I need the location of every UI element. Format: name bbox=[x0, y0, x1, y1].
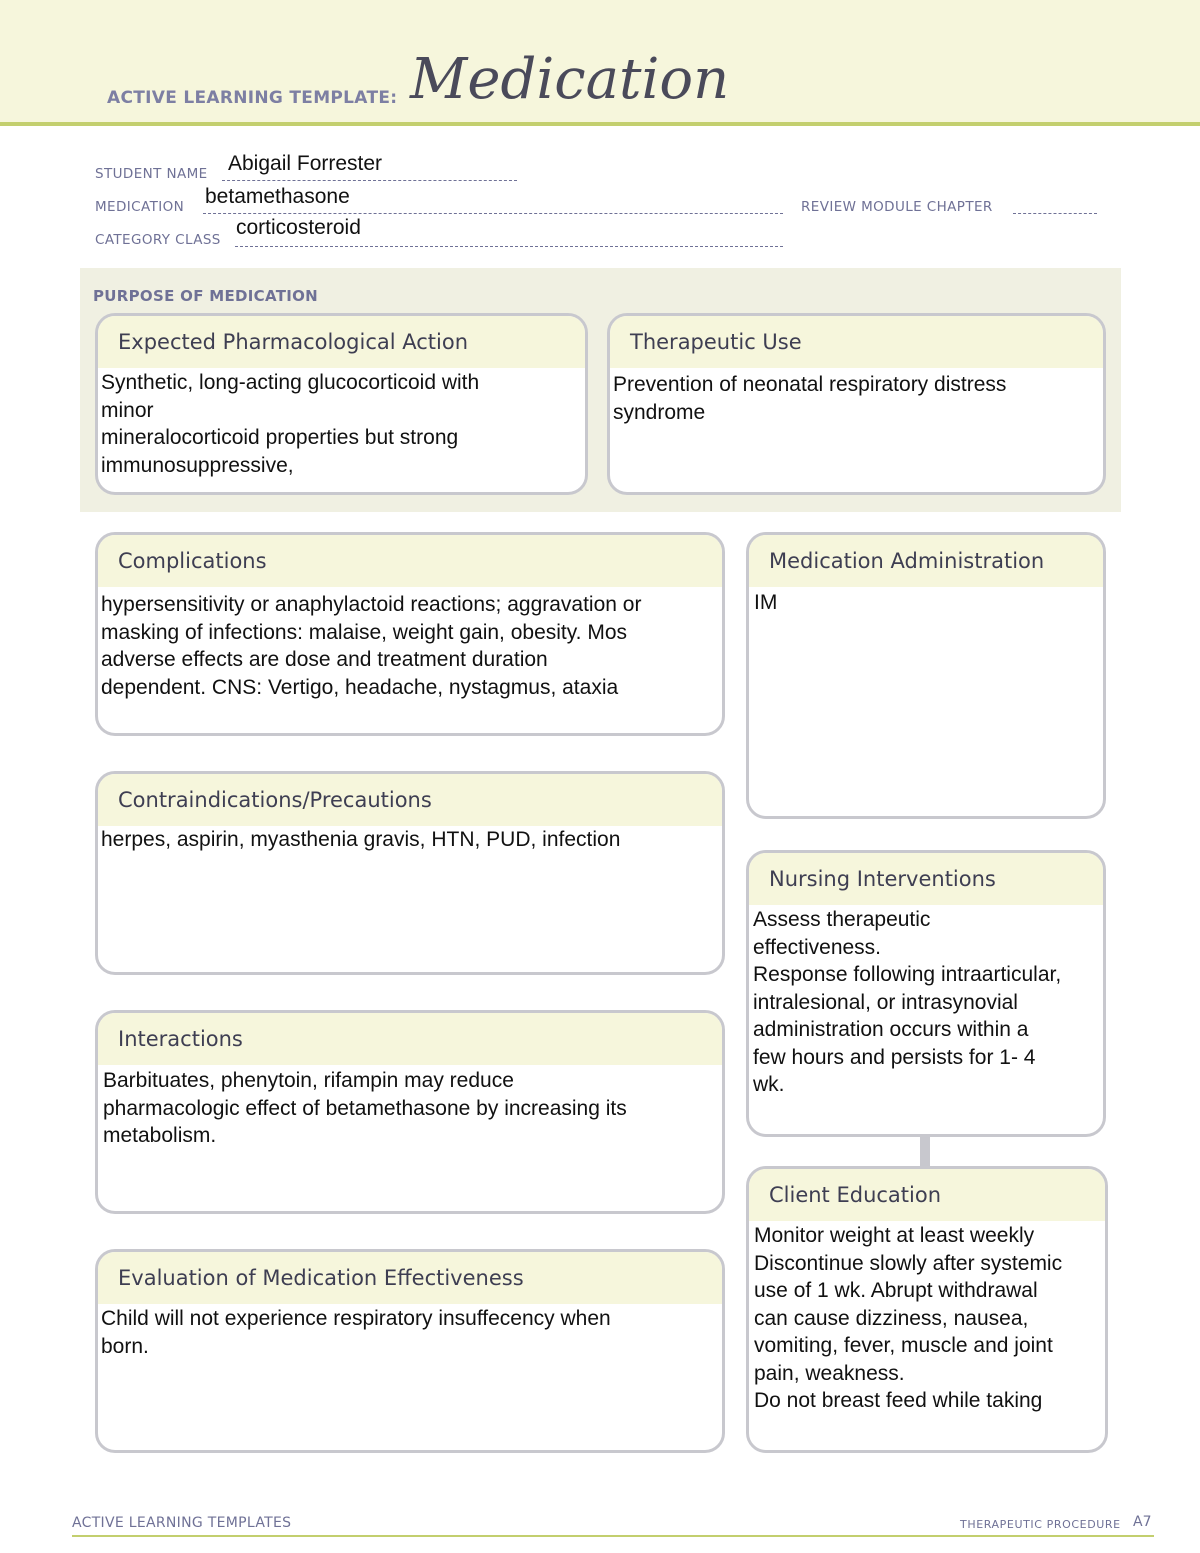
medication-field[interactable]: betamethasone bbox=[205, 185, 350, 208]
nursing-interventions-title: Nursing Interventions bbox=[749, 853, 1103, 905]
contraindications-box bbox=[95, 771, 725, 975]
therapeutic-use-text[interactable]: Prevention of neonatal respiratory distress syndrome bbox=[613, 373, 1007, 424]
student-name-label: STUDENT NAME bbox=[95, 166, 208, 182]
contraindications-title: Contraindications/Precautions bbox=[98, 774, 722, 826]
nursing-interventions-text[interactable]: Assess therapeutic effectiveness. Response following intraarticular, intralesional, or intrasynovial administration occurs within a few hours and persists for 1- 4 wk. bbox=[753, 908, 1062, 1096]
footer-left: ACTIVE LEARNING TEMPLATES bbox=[72, 1515, 292, 1531]
client-education-title: Client Education bbox=[749, 1169, 1105, 1221]
template-title: Medication bbox=[410, 47, 730, 112]
client-education-text[interactable]: Monitor weight at least weekly Discontinue slowly after systemic use of 1 wk. Abrupt withdrawal can cause dizziness, nausea, vomiting, fever, muscle and joint pain, weakness. Do not breast feed while taking bbox=[754, 1224, 1063, 1412]
interactions-title: Interactions bbox=[98, 1013, 722, 1065]
student-name-line bbox=[222, 180, 517, 181]
category-class-line bbox=[235, 246, 783, 247]
contraindications-text[interactable]: herpes, aspirin, myasthenia gravis, HTN, PUD, infection bbox=[101, 828, 621, 851]
student-name-field[interactable]: Abigail Forrester bbox=[228, 152, 383, 175]
footer-rule bbox=[72, 1535, 1154, 1537]
category-class-label: CATEGORY CLASS bbox=[95, 232, 221, 248]
purpose-label: PURPOSE OF MEDICATION bbox=[93, 287, 319, 305]
complications-box bbox=[95, 532, 725, 736]
review-module-label: REVIEW MODULE CHAPTER bbox=[801, 199, 993, 215]
evaluation-title: Evaluation of Medication Effectiveness bbox=[98, 1252, 722, 1304]
nursing-interventions-box bbox=[746, 850, 1106, 1137]
expected-action-box bbox=[95, 313, 588, 495]
evaluation-box bbox=[95, 1249, 725, 1453]
complications-text[interactable]: hypersensitivity or anaphylactoid reactions; aggravation or masking of infections: malaise, weight gain, obesity. Mos adverse effects are dose and treatment duration dependent. CNS: Vertigo, headache, nystagmus, ataxia bbox=[101, 593, 642, 699]
interactions-text[interactable]: Barbituates, phenytoin, rifampin may reduce pharmacologic effect of betamethasone by increasing its metabolism. bbox=[103, 1069, 627, 1147]
footer-page-number: A7 bbox=[1133, 1514, 1152, 1530]
template-label: ACTIVE LEARNING TEMPLATE: bbox=[107, 88, 398, 108]
client-education-box bbox=[746, 1166, 1108, 1453]
footer-right: THERAPEUTIC PROCEDURE bbox=[960, 1518, 1121, 1531]
medication-administration-box bbox=[746, 532, 1106, 819]
therapeutic-use-title: Therapeutic Use bbox=[610, 316, 1103, 368]
header-rule bbox=[0, 122, 1200, 126]
medication-line bbox=[203, 213, 783, 214]
medication-administration-text[interactable]: IM bbox=[754, 591, 778, 614]
expected-action-title: Expected Pharmacological Action bbox=[98, 316, 585, 368]
medication-administration-title: Medication Administration bbox=[749, 535, 1103, 587]
medication-label: MEDICATION bbox=[95, 199, 185, 215]
complications-title: Complications bbox=[98, 535, 722, 587]
category-class-field[interactable]: corticosteroid bbox=[236, 216, 361, 239]
connector-bar bbox=[920, 1135, 930, 1167]
therapeutic-use-box bbox=[607, 313, 1106, 495]
review-module-line bbox=[1013, 213, 1097, 214]
evaluation-text[interactable]: Child will not experience respiratory insuffecency when born. bbox=[101, 1307, 611, 1358]
expected-action-text[interactable]: Synthetic, long-acting glucocorticoid with minor mineralocorticoid properties but strong immunosuppressive, bbox=[101, 371, 480, 477]
interactions-box bbox=[95, 1010, 725, 1214]
